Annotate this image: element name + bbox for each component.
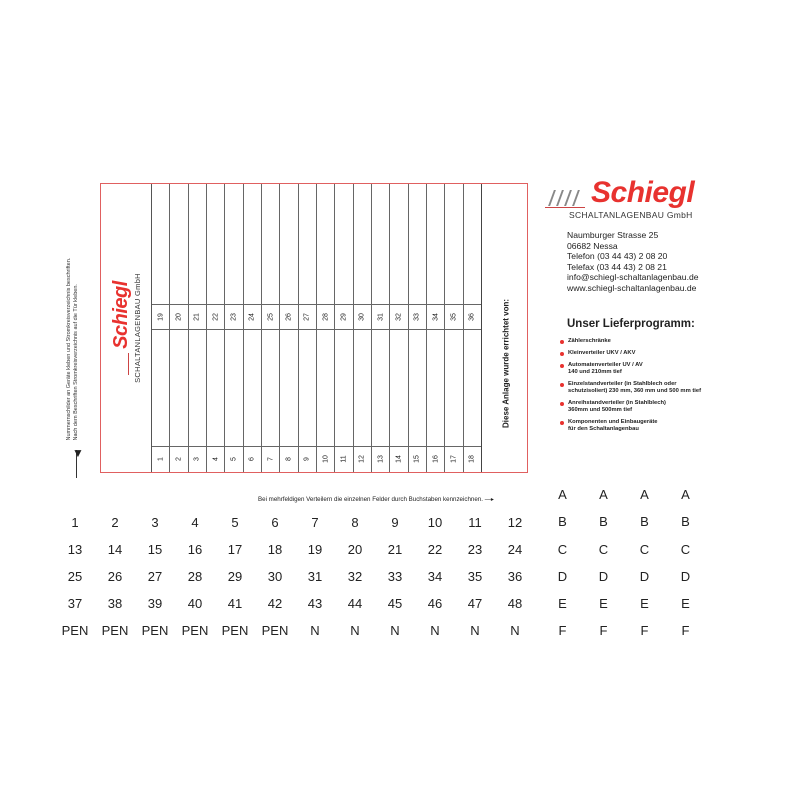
number-label[interactable]: 4: [191, 515, 199, 530]
number-labels: [55, 510, 535, 645]
letter-label[interactable]: F: [640, 623, 649, 639]
programm-item: [560, 400, 760, 414]
arrow-right-icon: —▸: [484, 496, 494, 503]
circuit-column[interactable]: [189, 184, 207, 472]
letter-label[interactable]: F: [599, 623, 608, 639]
address-phone: Telefon (03 44 43) 2 08 20: [567, 251, 668, 262]
circuit-number: 22: [212, 312, 220, 321]
programm-item-line: Komponenten und Einbaugeräte: [568, 419, 658, 425]
circuit-column[interactable]: [299, 184, 317, 472]
letter-row: [542, 539, 706, 566]
circuit-number: 17: [450, 455, 458, 463]
circuit-column[interactable]: [280, 184, 298, 472]
number-label[interactable]: 33: [387, 569, 403, 584]
number-label[interactable]: 30: [267, 569, 283, 584]
number-label[interactable]: 37: [67, 596, 83, 611]
label-row: [55, 591, 535, 618]
circuit-column[interactable]: [317, 184, 335, 472]
programm-item: [560, 338, 760, 345]
circuit-column[interactable]: [207, 184, 225, 472]
number-label[interactable]: 26: [107, 569, 123, 584]
circuit-number: 4: [212, 457, 220, 461]
number-label[interactable]: 11: [468, 515, 482, 530]
letter-row: [542, 484, 706, 511]
number-label[interactable]: 3: [151, 515, 159, 530]
circuit-number: 8: [285, 457, 293, 461]
letter-label[interactable]: E: [681, 596, 690, 612]
instruction-line: Nummernschilder an Geräte kleben und Stromkreisverzeichnis beschriften.: [66, 257, 72, 440]
letter-row: [542, 511, 706, 538]
circuit-number: 5: [230, 457, 238, 461]
erected-by-label: Diese Anlage wurde errichtet von:: [501, 298, 510, 428]
erected-by-field[interactable]: [481, 184, 529, 472]
number-label[interactable]: 5: [231, 515, 239, 530]
circuit-number: 10: [322, 455, 330, 463]
circuit-number: 9: [303, 457, 311, 461]
programm-item: [560, 362, 760, 376]
circuit-number: 14: [395, 455, 403, 463]
letter-label[interactable]: B: [640, 514, 649, 530]
address-fax: Telefax (03 44 43) 2 08 21: [567, 261, 667, 272]
circuit-column[interactable]: [335, 184, 353, 472]
number-label[interactable]: 39: [147, 596, 163, 611]
address-street: Naumburger Strasse 25: [567, 230, 659, 240]
letter-label[interactable]: C: [639, 541, 650, 557]
number-label[interactable]: 43: [307, 596, 323, 611]
programm-item: [560, 350, 760, 357]
number-label[interactable]: 23: [467, 542, 483, 557]
grid-line: [152, 329, 482, 330]
instruction-line: Nach dem Beschriften Stromkreisverzeichnis auf die Tür kleben.: [73, 283, 79, 440]
number-label[interactable]: 48: [507, 596, 523, 611]
number-label[interactable]: 1: [71, 515, 79, 530]
circuit-number: 29: [340, 312, 348, 321]
brand-logo-icon: [545, 185, 585, 208]
letter-labels: [542, 484, 706, 648]
number-label[interactable]: PEN: [261, 623, 289, 638]
circuit-number: 15: [413, 455, 421, 463]
circuit-column[interactable]: [464, 184, 482, 472]
logo-word: Schiegl: [110, 281, 132, 349]
number-label[interactable]: 6: [271, 515, 279, 530]
circuit-column[interactable]: [225, 184, 243, 472]
letter-label[interactable]: E: [599, 596, 608, 612]
address-email[interactable]: info@schiegl-schaltanlagenbau.de: [567, 272, 699, 283]
letter-label[interactable]: D: [557, 568, 568, 584]
number-label[interactable]: 38: [107, 596, 123, 611]
circuit-number: 1: [157, 457, 165, 461]
circuit-number: 11: [340, 455, 348, 463]
arrow-down-icon: ▼: [72, 446, 84, 460]
circuit-number: 36: [468, 312, 476, 321]
letter-label[interactable]: E: [558, 596, 567, 612]
circuit-number: 12: [358, 455, 366, 463]
circuit-number: 24: [248, 312, 256, 321]
number-label[interactable]: 24: [507, 542, 523, 557]
number-label[interactable]: N: [350, 623, 360, 638]
number-label[interactable]: PEN: [221, 623, 249, 638]
letter-label[interactable]: C: [680, 541, 691, 557]
number-label[interactable]: 32: [347, 569, 363, 584]
programm-item: [560, 381, 760, 395]
letter-label[interactable]: B: [558, 514, 567, 530]
number-label[interactable]: 14: [107, 542, 123, 557]
circuit-column[interactable]: [354, 184, 372, 472]
number-label[interactable]: 22: [427, 542, 443, 557]
number-label[interactable]: PEN: [61, 623, 89, 638]
number-label[interactable]: 21: [387, 542, 403, 557]
number-label[interactable]: 7: [311, 515, 319, 530]
programm-item-line: für den Schaltanlagenbau: [568, 426, 639, 432]
number-label[interactable]: N: [470, 623, 480, 638]
form-logo: [101, 184, 151, 472]
company-subtitle: SCHALTANLAGENBAU GmbH: [569, 210, 693, 220]
number-label[interactable]: 19: [307, 542, 323, 557]
number-label[interactable]: 46: [427, 596, 443, 611]
programm-title: Unser Lieferprogramm:: [567, 318, 695, 330]
letter-label[interactable]: F: [681, 623, 690, 639]
company-address: [567, 230, 785, 294]
label-row: [55, 564, 535, 591]
programm-item-line: 140 und 210mm tief: [568, 369, 622, 375]
programm-item-line: Automatenverteiler UV / AV: [568, 362, 643, 368]
circuit-column[interactable]: [262, 184, 280, 472]
circuit-number: 25: [267, 312, 275, 321]
circuit-column[interactable]: [372, 184, 390, 472]
number-label[interactable]: 44: [347, 596, 363, 611]
label-row: [55, 618, 535, 645]
number-label[interactable]: 16: [187, 542, 203, 557]
circuit-number: 6: [248, 457, 256, 461]
instruction-note: [62, 205, 84, 440]
number-label[interactable]: N: [390, 623, 400, 638]
letter-row: [542, 593, 706, 620]
circuit-number: 2: [175, 457, 183, 461]
programm-item-line: Einzelstandverteiler (in Stahlblech oder: [568, 381, 677, 387]
letter-label[interactable]: E: [640, 596, 649, 612]
circuit-directory-form: [100, 183, 528, 473]
logo-subtitle: SCHALTANLAGENBAU GmbH: [133, 273, 142, 383]
letter-label[interactable]: C: [557, 541, 568, 557]
circuit-number: 30: [358, 312, 366, 321]
circuit-number: 27: [303, 312, 311, 321]
number-label[interactable]: PEN: [141, 623, 169, 638]
number-label[interactable]: 10: [427, 515, 443, 530]
circuit-column[interactable]: [170, 184, 188, 472]
label-row: [55, 510, 535, 537]
circuit-number: 33: [413, 312, 421, 321]
number-label[interactable]: PEN: [181, 623, 209, 638]
number-label[interactable]: 13: [67, 542, 83, 557]
circuit-grid: [151, 184, 482, 472]
number-label[interactable]: 36: [507, 569, 523, 584]
number-label[interactable]: 34: [427, 569, 443, 584]
number-label[interactable]: 17: [227, 542, 243, 557]
letter-label[interactable]: A: [558, 487, 567, 502]
letter-label[interactable]: B: [681, 514, 690, 530]
number-label[interactable]: 45: [387, 596, 403, 611]
multi-field-note: [258, 496, 494, 503]
programm-item-line: Anreihstandverteiler (in Stahlblech): [568, 400, 666, 406]
circuit-number: 32: [395, 312, 403, 321]
circuit-number: 21: [193, 312, 201, 321]
letter-label[interactable]: D: [680, 568, 691, 584]
circuit-number: 34: [432, 312, 440, 321]
label-row: [55, 537, 535, 564]
circuit-number: 35: [450, 312, 458, 321]
number-label[interactable]: 47: [467, 596, 483, 611]
programm-item-line: 360mm und 500mm tief: [568, 407, 633, 413]
number-label[interactable]: 31: [307, 569, 323, 584]
circuit-number: 28: [322, 312, 330, 321]
letter-row: [542, 620, 706, 647]
programm-list: [560, 338, 760, 438]
address-web[interactable]: www.schiegl-schaltanlagenbau.de: [567, 282, 697, 293]
circuit-number: 26: [285, 312, 293, 321]
circuit-number: 20: [175, 312, 183, 321]
number-label[interactable]: 18: [267, 542, 283, 557]
number-label[interactable]: N: [510, 623, 520, 638]
circuit-column[interactable]: [244, 184, 262, 472]
number-label[interactable]: 15: [147, 542, 163, 557]
logo-mark-icon: [116, 353, 129, 375]
programm-item: [560, 419, 760, 433]
number-label[interactable]: 27: [147, 569, 163, 584]
programm-item-line: Kleinverteiler UKV / AKV: [568, 350, 636, 356]
letter-label[interactable]: A: [681, 487, 690, 502]
circuit-number: 19: [157, 312, 165, 321]
number-label[interactable]: 28: [187, 569, 203, 584]
programm-item-line: schutzisoliert) 230 mm, 360 mm und 500 mm tief: [568, 388, 702, 394]
number-label[interactable]: N: [310, 623, 320, 638]
circuit-number: 23: [230, 312, 238, 321]
letter-label[interactable]: D: [639, 568, 650, 584]
letter-label[interactable]: C: [598, 541, 609, 557]
number-label[interactable]: 8: [351, 515, 359, 530]
company-block: [545, 178, 785, 294]
circuit-column[interactable]: [409, 184, 427, 472]
grid-line: [152, 446, 482, 447]
programm-item-line: Zählerschränke: [568, 338, 611, 344]
circuit-number: 3: [193, 457, 201, 461]
letter-label[interactable]: A: [640, 487, 649, 502]
address-city: 06682 Nessa: [567, 240, 618, 251]
company-name: Schiegl: [591, 176, 695, 209]
circuit-number: 31: [377, 312, 385, 321]
number-label[interactable]: 12: [507, 515, 523, 530]
number-label[interactable]: 20: [347, 542, 363, 557]
circuit-number: 16: [432, 455, 440, 463]
circuit-number: 7: [267, 457, 275, 461]
number-label[interactable]: 2: [111, 515, 119, 530]
letter-row: [542, 566, 706, 593]
letter-label[interactable]: B: [599, 514, 608, 530]
number-label[interactable]: N: [430, 623, 440, 638]
number-label[interactable]: 9: [391, 515, 399, 530]
circuit-column[interactable]: [152, 184, 170, 472]
number-label[interactable]: 42: [267, 596, 283, 611]
number-label[interactable]: 41: [227, 596, 243, 611]
number-label[interactable]: 40: [187, 596, 203, 611]
circuit-column[interactable]: [390, 184, 408, 472]
number-label[interactable]: 25: [67, 569, 83, 584]
letter-label[interactable]: D: [598, 568, 609, 584]
circuit-number: 13: [377, 455, 385, 463]
circuit-number: 18: [468, 455, 476, 463]
circuit-column[interactable]: [427, 184, 445, 472]
note-text: Bei mehrfeldigen Verteilern die einzelnen Felder durch Buchstaben kennzeichnen.: [258, 496, 483, 503]
number-label[interactable]: 35: [467, 569, 483, 584]
number-label[interactable]: PEN: [101, 623, 129, 638]
letter-label[interactable]: F: [558, 623, 567, 639]
number-label[interactable]: 29: [227, 569, 243, 584]
circuit-column[interactable]: [445, 184, 463, 472]
letter-label[interactable]: A: [599, 487, 608, 502]
grid-line: [152, 304, 482, 305]
